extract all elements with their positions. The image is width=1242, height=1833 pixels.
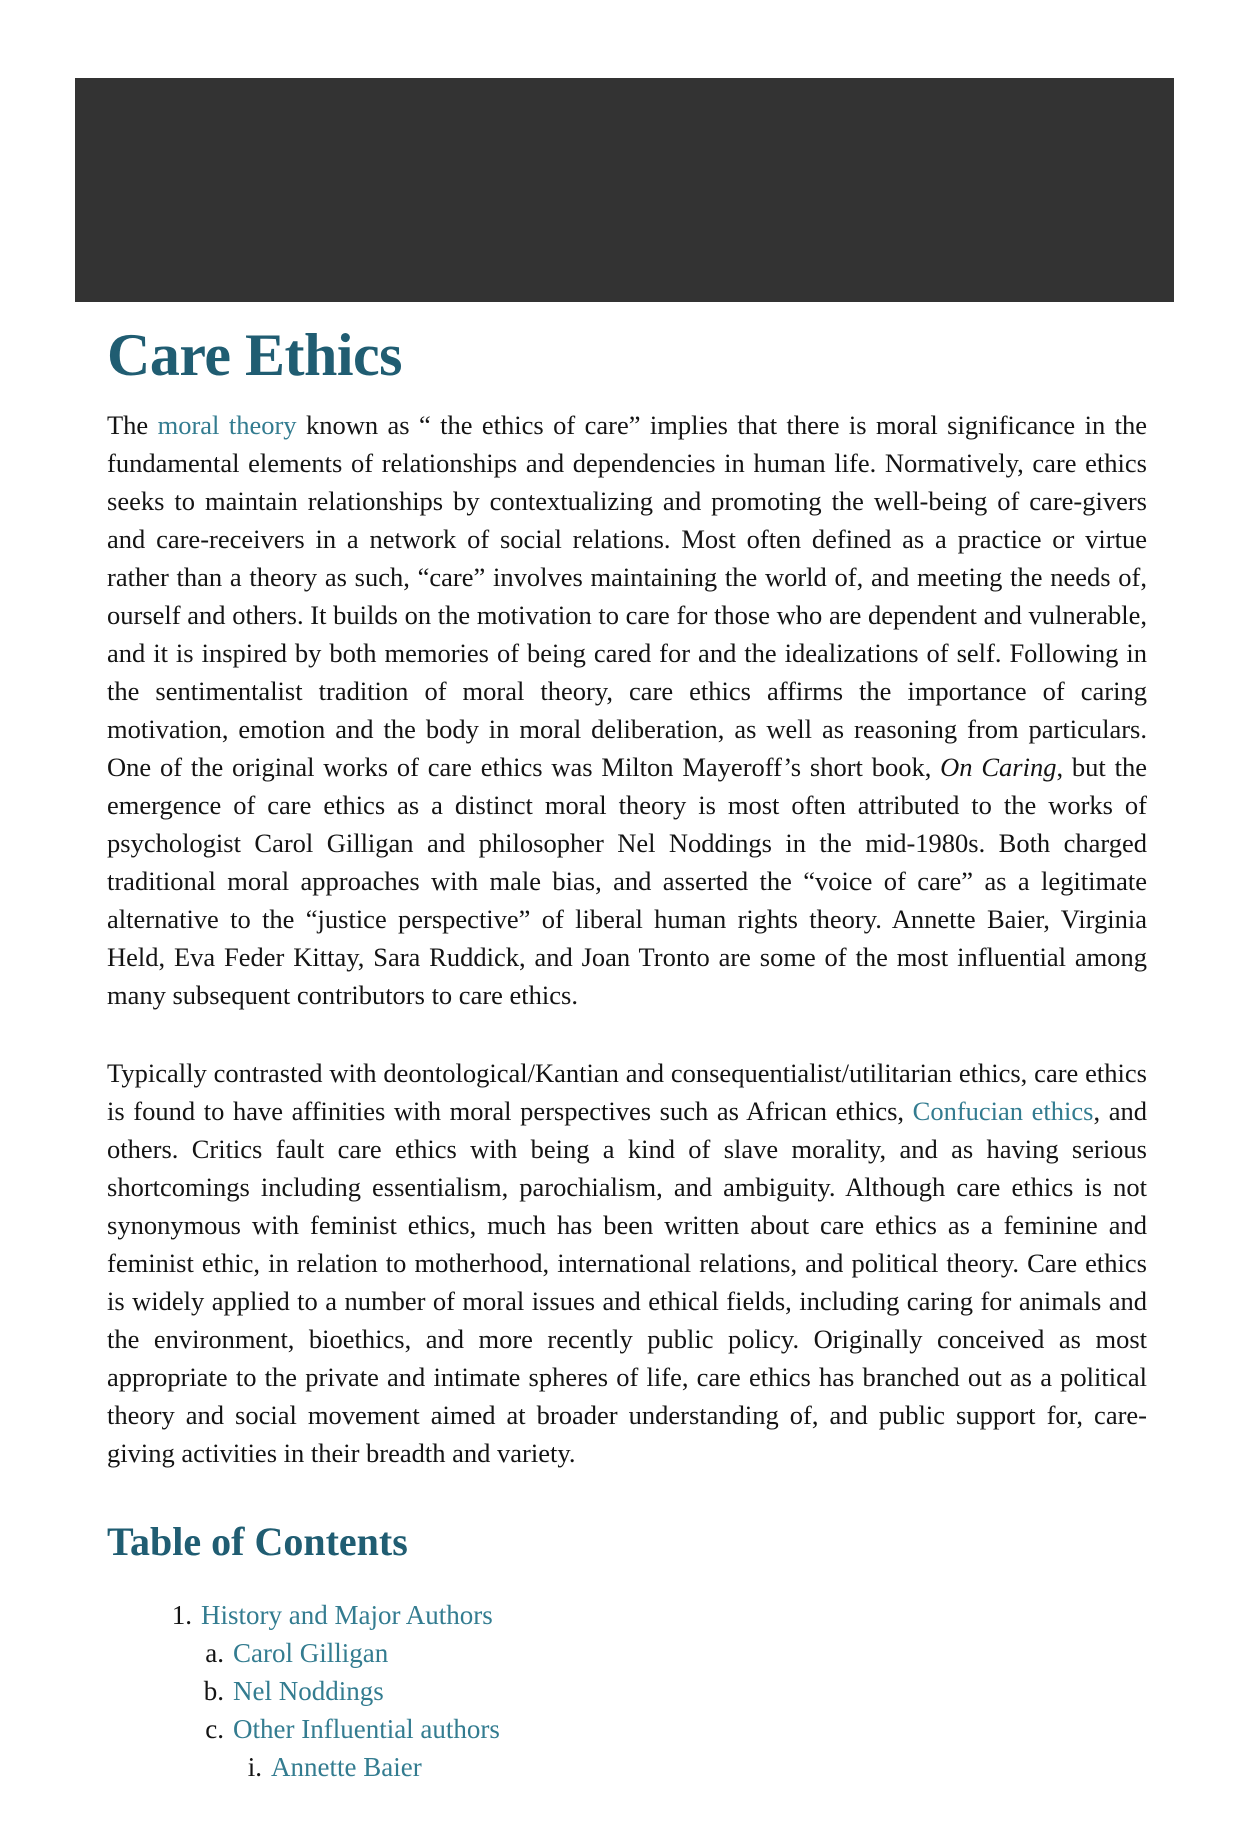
article-paragraph: [107, 1054, 1147, 1472]
article-content: [107, 322, 1147, 1786]
toc-item-marker: 1.: [171, 1600, 192, 1630]
toc-item-marker: i.: [247, 1752, 262, 1782]
toc-link[interactable]: Other Influential authors: [233, 1714, 500, 1744]
toc-link[interactable]: Nel Noddings: [233, 1676, 384, 1706]
paragraph-text: Typically contrasted with deontological/Kantian and consequentialist/utilitarian ethics, care ethics is found to have affinities with moral perspectives such as African ethics,: [107, 1058, 1147, 1126]
toc-item: [107, 1748, 1147, 1786]
paragraph-text: , but the emergence of care ethics as a distinct moral theory is most often attributed to the works of psychologist Carol Gilligan and philosopher Nel Noddings in the mid-1980s. Both charged traditional moral approaches with male bias, and asserted the “voice of care” as a legitimate alternative to the “justice perspective” of liberal human rights theory. Annette Baier, Virginia Held, Eva Feder Kittay, Sara Ruddick, and Joan Tronto are some of the most influential among many subsequent contributors to care ethics.: [107, 752, 1147, 1010]
toc-item: [107, 1634, 1147, 1672]
paragraph-text: The: [107, 410, 158, 440]
toc-heading: Table of Contents: [107, 1519, 408, 1564]
toc-list: [107, 1596, 1147, 1786]
toc-item-marker: c.: [205, 1714, 224, 1744]
page-title: Care Ethics: [107, 322, 403, 388]
toc-item-marker: b.: [203, 1676, 224, 1706]
inline-link[interactable]: moral theory: [157, 410, 297, 440]
article-paragraph: [107, 406, 1147, 1014]
toc-item: [107, 1672, 1147, 1710]
toc-item: [107, 1596, 1147, 1634]
toc-item-marker: a.: [205, 1638, 224, 1668]
paragraph-text: , and others. Critics fault care ethics with being a kind of slave morality, and as having serious shortcomings including essentialism, parochialism, and ambiguity. Although care ethics is not synonymous with feminist ethics, much has been written about care ethics as a feminine and feminist ethic, in relation to motherhood, international relations, and political theory. Care ethics is widely applied to a number of moral issues and ethical fields, including caring for animals and the environment, bioethics, and more recently public policy. Originally conceived as most appropriate to the private and intimate spheres of life, care ethics has branched out as a political theory and social movement aimed at broader understanding of, and public support for, care-giving activities in their breadth and variety.: [107, 1096, 1148, 1468]
inline-link[interactable]: Confucian ethics: [912, 1096, 1094, 1126]
header-banner: [75, 78, 1174, 302]
toc-link[interactable]: History and Major Authors: [201, 1600, 493, 1630]
toc-link[interactable]: Carol Gilligan: [233, 1638, 389, 1668]
book-title: On Caring: [940, 752, 1057, 782]
toc-link[interactable]: Annette Baier: [271, 1752, 422, 1782]
toc-item: [107, 1710, 1147, 1748]
paragraph-text: known as “ the ethics of care” implies that there is moral significance in the fundamental elements of relationships and dependencies in human life. Normatively, care ethics seeks to maintain relationships by contextualizing and promoting the well-being of care-givers and care-receivers in a network of social relations. Most often defined as a practice or virtue rather than a theory as such, “care” involves maintaining the world of, and meeting the needs of, ourself and others. It builds on the motivation to care for those who are dependent and vulnerable, and it is inspired by both memories of being cared for and the idealizations of self. Following in the sentimentalist tradition of moral theory, care ethics affirms the importance of caring motivation, emotion and the body in moral deliberation, as well as reasoning from particulars. One of the original works of care ethics was Milton Mayeroff’s short book,: [107, 410, 1147, 782]
